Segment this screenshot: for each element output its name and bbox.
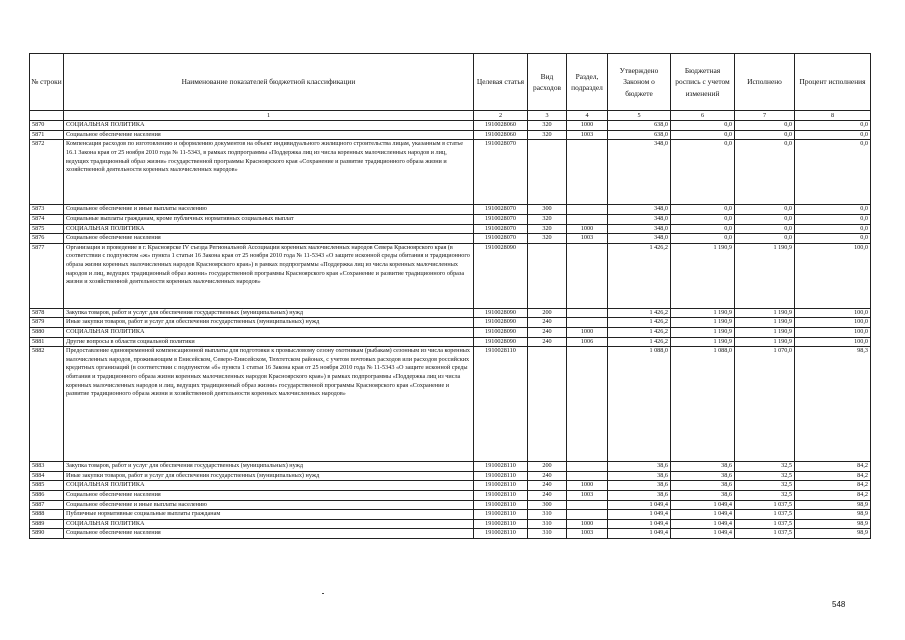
row-name-cell: Социальное обеспечение населения [64,529,474,539]
budget-cell: 0,0 [671,140,735,205]
page-number: 548 [832,600,846,609]
approved-cell: 348,0 [608,224,671,234]
executed-cell: 1 037,5 [735,510,795,520]
expense-kind-cell: 240 [528,337,567,347]
percent-cell: 100,0 [795,243,871,308]
expense-kind-cell: 200 [528,308,567,318]
section-cell [567,318,608,328]
section-cell [567,140,608,205]
section-cell [567,510,608,520]
table-row [30,328,871,338]
budget-cell: 1 049,4 [671,529,735,539]
row-number-cell: 5875 [30,224,64,234]
target-article-cell: 1910028090 [474,318,528,328]
approved-cell: 348,0 [608,205,671,215]
approved-cell: 1 426,2 [608,243,671,308]
approved-cell: 1 426,2 [608,337,671,347]
approved-cell: 1 426,2 [608,328,671,338]
expense-kind-cell: 310 [528,529,567,539]
row-name-cell: СОЦИАЛЬНАЯ ПОЛИТИКА [64,224,474,234]
expense-kind-cell: 240 [528,328,567,338]
target-article-cell: 1910028090 [474,243,528,308]
target-article-cell: 1910028110 [474,510,528,520]
table-row [30,215,871,225]
approved-cell: 38,6 [608,481,671,491]
target-article-cell: 1910028070 [474,234,528,244]
approved-cell: 38,6 [608,471,671,481]
column-number: 5 [608,111,671,121]
row-number-cell: 5888 [30,510,64,520]
table-row [30,205,871,215]
percent-cell: 0,0 [795,234,871,244]
percent-cell: 98,3 [795,347,871,462]
header-target: Целевая статья [474,54,528,111]
header-executed: Исполнено [735,54,795,111]
expense-kind-cell [528,347,567,462]
row-name-cell: Закупка товаров, работ и услуг для обеспечения государственных (муниципальных) нужд [64,462,474,472]
executed-cell: 0,0 [735,234,795,244]
target-article-cell: 1910028060 [474,130,528,140]
budget-table [29,53,871,539]
table-row [30,318,871,328]
row-number-cell: 5882 [30,347,64,462]
section-cell: 1006 [567,337,608,347]
executed-cell: 32,5 [735,481,795,491]
table-row [30,481,871,491]
row-name-cell: Социальное обеспечение и иные выплаты населению [64,205,474,215]
section-cell: 1003 [567,491,608,501]
column-number: 1 [64,111,474,121]
approved-cell: 1 426,2 [608,318,671,328]
percent-cell: 84,2 [795,491,871,501]
budget-cell: 38,6 [671,491,735,501]
executed-cell: 1 070,0 [735,347,795,462]
approved-cell: 348,0 [608,140,671,205]
section-cell: 1003 [567,130,608,140]
row-number-cell: 5876 [30,234,64,244]
executed-cell: 32,5 [735,491,795,501]
target-article-cell: 1910028090 [474,308,528,318]
table-row [30,347,871,462]
approved-cell: 348,0 [608,215,671,225]
executed-cell: 0,0 [735,215,795,225]
header-budget: Бюджетная роспись с учетом изменений [671,54,735,111]
approved-cell: 1 049,4 [608,510,671,520]
percent-cell: 84,2 [795,471,871,481]
expense-kind-cell: 320 [528,224,567,234]
budget-cell: 1 190,9 [671,318,735,328]
table-row [30,121,871,131]
table-row [30,491,871,501]
section-cell [567,243,608,308]
header-percent: Процент исполнения [795,54,871,111]
table-row [30,224,871,234]
row-number-cell: 5887 [30,500,64,510]
row-name-cell: Организация и проведение в г. Красноярске IV съезда Региональной Ассоциации коренных малочисленных народов Севера Красноярского края (в соответствии с подпунктом «ж» пункта 1 статьи 16 Закона края от 25 ноября 2010 года № 11-5343 «О защите исконной среды обитания и традиционного образа жизни коренных малочисленных народов Красноярского края») в рамках подпрограммы «Поддержка лиц из числа коренных малочисленных народов и лиц, ведущих традиционный образ жизни» государственной программы Красноярского края «Сохранение и развитие традиционного образа жизни и хозяйственной деятельности коренных малочисленных народов» [64,243,474,308]
budget-cell: 1 049,4 [671,500,735,510]
section-cell: 1000 [567,481,608,491]
row-name-cell: СОЦИАЛЬНАЯ ПОЛИТИКА [64,481,474,491]
target-article-cell: 1910028090 [474,337,528,347]
approved-cell: 638,0 [608,121,671,131]
row-name-cell: Социальное обеспечение населения [64,491,474,501]
target-article-cell: 1910028070 [474,224,528,234]
percent-cell: 0,0 [795,224,871,234]
section-cell [567,471,608,481]
budget-cell: 0,0 [671,205,735,215]
expense-kind-cell: 320 [528,121,567,131]
budget-cell: 0,0 [671,121,735,131]
section-cell: 1000 [567,328,608,338]
table-body [30,121,871,539]
section-cell [567,500,608,510]
percent-cell: 98,9 [795,500,871,510]
table-row [30,130,871,140]
budget-cell: 1 190,9 [671,328,735,338]
approved-cell: 38,6 [608,462,671,472]
percent-cell: 100,0 [795,318,871,328]
percent-cell: 84,2 [795,481,871,491]
section-cell [567,462,608,472]
approved-cell: 348,0 [608,234,671,244]
expense-kind-cell: 310 [528,519,567,529]
percent-cell: 0,0 [795,130,871,140]
expense-kind-cell: 310 [528,510,567,520]
scan-artifact [322,593,324,594]
header-name: Наименование показателей бюджетной классификации [64,54,474,111]
executed-cell: 0,0 [735,205,795,215]
row-number-cell: 5889 [30,519,64,529]
section-cell [567,215,608,225]
percent-cell: 84,2 [795,462,871,472]
row-number-cell: 5878 [30,308,64,318]
percent-cell: 0,0 [795,215,871,225]
target-article-cell: 1910028110 [474,500,528,510]
row-name-cell: Другие вопросы в области социальной политики [64,337,474,347]
target-article-cell: 1910028070 [474,205,528,215]
executed-cell: 1 190,9 [735,308,795,318]
expense-kind-cell: 240 [528,491,567,501]
executed-cell: 1 037,5 [735,500,795,510]
table-row [30,234,871,244]
executed-cell: 1 190,9 [735,243,795,308]
approved-cell: 1 049,4 [608,529,671,539]
target-article-cell: 1910028090 [474,328,528,338]
budget-cell: 0,0 [671,234,735,244]
expense-kind-cell: 320 [528,130,567,140]
row-name-cell: Публичные нормативные социальные выплаты гражданам [64,510,474,520]
percent-cell: 98,9 [795,519,871,529]
expense-kind-cell: 320 [528,215,567,225]
expense-kind-cell [528,140,567,205]
row-number-cell: 5880 [30,328,64,338]
budget-cell: 1 190,9 [671,243,735,308]
target-article-cell: 1910028110 [474,519,528,529]
row-number-cell: 5881 [30,337,64,347]
row-number-cell: 5872 [30,140,64,205]
row-name-cell: СОЦИАЛЬНАЯ ПОЛИТИКА [64,328,474,338]
approved-cell: 1 088,0 [608,347,671,462]
header-approved: Утверждено Законом о бюджете [608,54,671,111]
row-number-cell: 5871 [30,130,64,140]
table-row [30,529,871,539]
row-number-cell: 5883 [30,462,64,472]
approved-cell: 38,6 [608,491,671,501]
section-cell: 1000 [567,224,608,234]
percent-cell: 100,0 [795,328,871,338]
column-number: 6 [671,111,735,121]
table-row [30,337,871,347]
target-article-cell: 1910028070 [474,140,528,205]
percent-cell: 98,9 [795,529,871,539]
target-article-cell: 1910028060 [474,121,528,131]
row-number-cell: 5877 [30,243,64,308]
budget-cell: 1 190,9 [671,337,735,347]
executed-cell: 32,5 [735,462,795,472]
budget-cell: 0,0 [671,215,735,225]
row-name-cell: Социальное обеспечение и иные выплаты населению [64,500,474,510]
percent-cell: 100,0 [795,337,871,347]
budget-cell: 38,6 [671,481,735,491]
table-row [30,308,871,318]
budget-cell: 0,0 [671,224,735,234]
target-article-cell: 1910028110 [474,462,528,472]
column-number-row [30,111,871,121]
column-number: 3 [528,111,567,121]
executed-cell: 1 190,9 [735,337,795,347]
row-name-cell: Социальные выплаты гражданам, кроме публичных нормативных социальных выплат [64,215,474,225]
budget-cell: 1 049,4 [671,510,735,520]
table-row [30,462,871,472]
section-cell [567,308,608,318]
table-row [30,510,871,520]
target-article-cell: 1910028110 [474,347,528,462]
budget-cell: 1 049,4 [671,519,735,529]
section-cell [567,205,608,215]
approved-cell: 1 049,4 [608,500,671,510]
approved-cell: 1 049,4 [608,519,671,529]
approved-cell: 1 426,2 [608,308,671,318]
row-number-cell: 5886 [30,491,64,501]
header-row-no: № строки [30,54,64,111]
target-article-cell: 1910028110 [474,471,528,481]
expense-kind-cell: 240 [528,318,567,328]
expense-kind-cell: 300 [528,205,567,215]
section-cell: 1003 [567,234,608,244]
row-number-cell: 5874 [30,215,64,225]
target-article-cell: 1910028110 [474,491,528,501]
column-number: 7 [735,111,795,121]
section-cell: 1000 [567,121,608,131]
section-cell: 1000 [567,519,608,529]
executed-cell: 1 037,5 [735,529,795,539]
table-row [30,519,871,529]
target-article-cell: 1910028110 [474,529,528,539]
section-cell [567,347,608,462]
row-name-cell: СОЦИАЛЬНАЯ ПОЛИТИКА [64,121,474,131]
row-name-cell: Компенсация расходов по изготовлению и оформлению документов на объект индивидуального жилищного строительства лицам, указанным в статье 16.1 Закона края от 25 ноября 2010 года № 11-5343, в рамках подпрограммы «Поддержка лиц из числа коренных малочисленных народов и лиц, ведущих традиционный образ жизни» государственной программы Красноярского края «Сохранение и развитие традиционного образа жизни и хозяйственной деятельности коренных малочисленных народов» [64,140,474,205]
budget-cell: 38,6 [671,471,735,481]
executed-cell: 0,0 [735,224,795,234]
section-cell: 1003 [567,529,608,539]
executed-cell: 0,0 [735,121,795,131]
header-section: Раздел, подраздел [567,54,608,111]
row-name-cell: Иные закупки товаров, работ и услуг для обеспечения государственных (муниципальных) нужд [64,318,474,328]
table-row [30,243,871,308]
table-row [30,471,871,481]
executed-cell: 1 190,9 [735,328,795,338]
percent-cell: 0,0 [795,205,871,215]
table-row [30,500,871,510]
column-number-blank [30,111,64,121]
expense-kind-cell [528,243,567,308]
budget-cell: 1 190,9 [671,308,735,318]
row-number-cell: 5884 [30,471,64,481]
percent-cell: 100,0 [795,308,871,318]
expense-kind-cell: 200 [528,462,567,472]
percent-cell: 98,9 [795,510,871,520]
row-number-cell: 5879 [30,318,64,328]
row-name-cell: Закупка товаров, работ и услуг для обеспечения государственных (муниципальных) нужд [64,308,474,318]
expense-kind-cell: 320 [528,234,567,244]
table-row [30,140,871,205]
header-row [30,54,871,111]
executed-cell: 1 190,9 [735,318,795,328]
approved-cell: 638,0 [608,130,671,140]
expense-kind-cell: 240 [528,481,567,491]
executed-cell: 32,5 [735,471,795,481]
row-name-cell: СОЦИАЛЬНАЯ ПОЛИТИКА [64,519,474,529]
row-name-cell: Социальное обеспечение населения [64,234,474,244]
target-article-cell: 1910028110 [474,481,528,491]
column-number: 2 [474,111,528,121]
expense-kind-cell: 240 [528,471,567,481]
executed-cell: 1 037,5 [735,519,795,529]
row-number-cell: 5873 [30,205,64,215]
row-name-cell: Социальное обеспечение населения [64,130,474,140]
row-number-cell: 5890 [30,529,64,539]
budget-cell: 1 088,0 [671,347,735,462]
budget-cell: 0,0 [671,130,735,140]
percent-cell: 0,0 [795,140,871,205]
budget-cell: 38,6 [671,462,735,472]
row-number-cell: 5885 [30,481,64,491]
row-number-cell: 5870 [30,121,64,131]
executed-cell: 0,0 [735,130,795,140]
row-name-cell: Иные закупки товаров, работ и услуг для обеспечения государственных (муниципальных) нужд [64,471,474,481]
percent-cell: 0,0 [795,121,871,131]
header-kind: Вид расходов [528,54,567,111]
expense-kind-cell: 300 [528,500,567,510]
target-article-cell: 1910028070 [474,215,528,225]
column-number: 8 [795,111,871,121]
column-number: 4 [567,111,608,121]
row-name-cell: Предоставление единовременной компенсационной выплаты для подготовки к промысловому сезону охотникам (рыбакам) сезонным из числа коренных малочисленных народов, проживающим в Енисейском, Северо-Енисейском, Тюхтетском районах, с учетом почтовых расходов или расходов российских кредитных организаций (в соответствии с подпунктом «б» пункта 1 статьи 16 Закона края от 25 ноября 2010 года № 11-5343 «О защите исконной среды обитания и традиционного образа жизни коренных малочисленных народов Красноярского края») в рамках подпрограммы «Поддержка лиц из числа коренных малочисленных народов и лиц, ведущих традиционный образ жизни» государственной программы Красноярского края «Сохранение и развитие традиционного образа жизни и хозяйственной деятельности коренных малочисленных народов» [64,347,474,462]
executed-cell: 0,0 [735,140,795,205]
